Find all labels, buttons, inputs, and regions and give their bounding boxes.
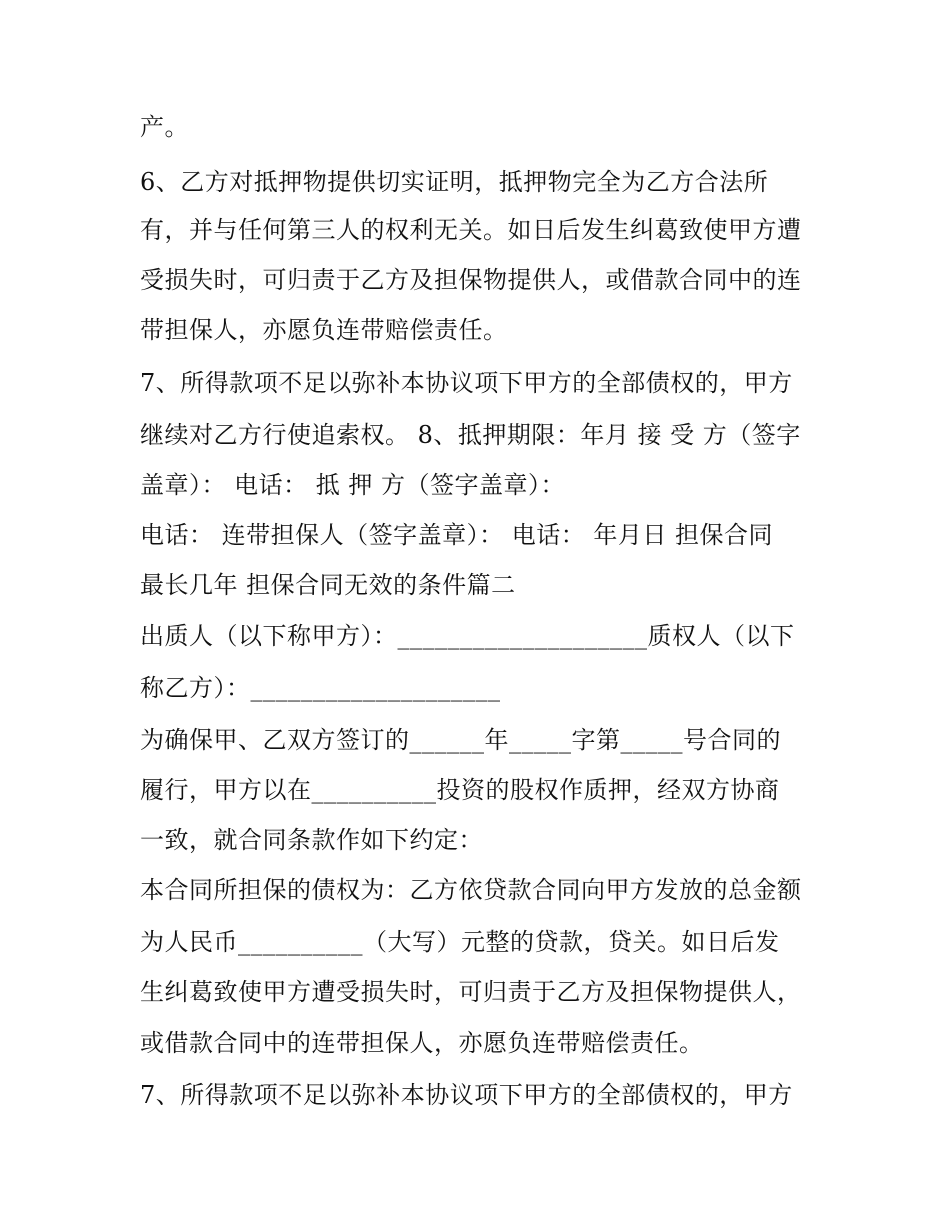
text-line: 6、乙方对抵押物提供切实证明，抵押物完全为乙方合法所 bbox=[140, 168, 769, 196]
text-line: 出质人（以下称甲方）：____________________质权人（以下 bbox=[140, 622, 795, 650]
text-line: 称乙方）：____________________ bbox=[140, 674, 501, 702]
text-line: 为确保甲、乙双方签订的______年_____字第_____号合同的 bbox=[140, 726, 781, 754]
text-line: 7、所得款项不足以弥补本协议项下甲方的全部债权的，甲方 bbox=[140, 369, 793, 397]
text-line: 最长几年 担保合同无效的条件篇二 bbox=[140, 571, 516, 599]
text-line: 带担保人，亦愿负连带赔偿责任。 bbox=[140, 316, 508, 344]
text-line: 一致，就合同条款作如下约定： bbox=[140, 826, 483, 854]
text-line: 受损失时，可归责于乙方及担保物提供人，或借款合同中的连 bbox=[140, 266, 802, 294]
text-line: 本合同所担保的债权为：乙方依贷款合同向甲方发放的总金额 bbox=[140, 876, 802, 904]
text-line: 继续对乙方行使追索权。 8、抵押期限：年月 接 受 方（签字 bbox=[140, 421, 801, 449]
text-line: 产。 bbox=[140, 113, 189, 141]
text-line: 电话： 连带担保人（签字盖章）： 电话： 年月日 担保合同 bbox=[140, 521, 774, 549]
text-line: 生纠葛致使甲方遭受损失时，可归责于乙方及担保物提供人， bbox=[140, 978, 802, 1006]
text-line: 盖章）： 电话： 抵 押 方（签字盖章）： bbox=[140, 471, 566, 499]
text-line: 为人民币__________（大写）元整的贷款，贷关。如日后发 bbox=[140, 928, 780, 956]
text-line: 7、所得款项不足以弥补本协议项下甲方的全部债权的，甲方 bbox=[140, 1081, 793, 1109]
text-line: 或借款合同中的连带担保人，亦愿负连带赔偿责任。 bbox=[140, 1029, 704, 1057]
text-line: 履行，甲方以在__________投资的股权作质押，经双方协商 bbox=[140, 776, 780, 804]
text-line: 有，并与任何第三人的权利无关。如日后发生纠葛致使甲方遭 bbox=[140, 216, 802, 244]
